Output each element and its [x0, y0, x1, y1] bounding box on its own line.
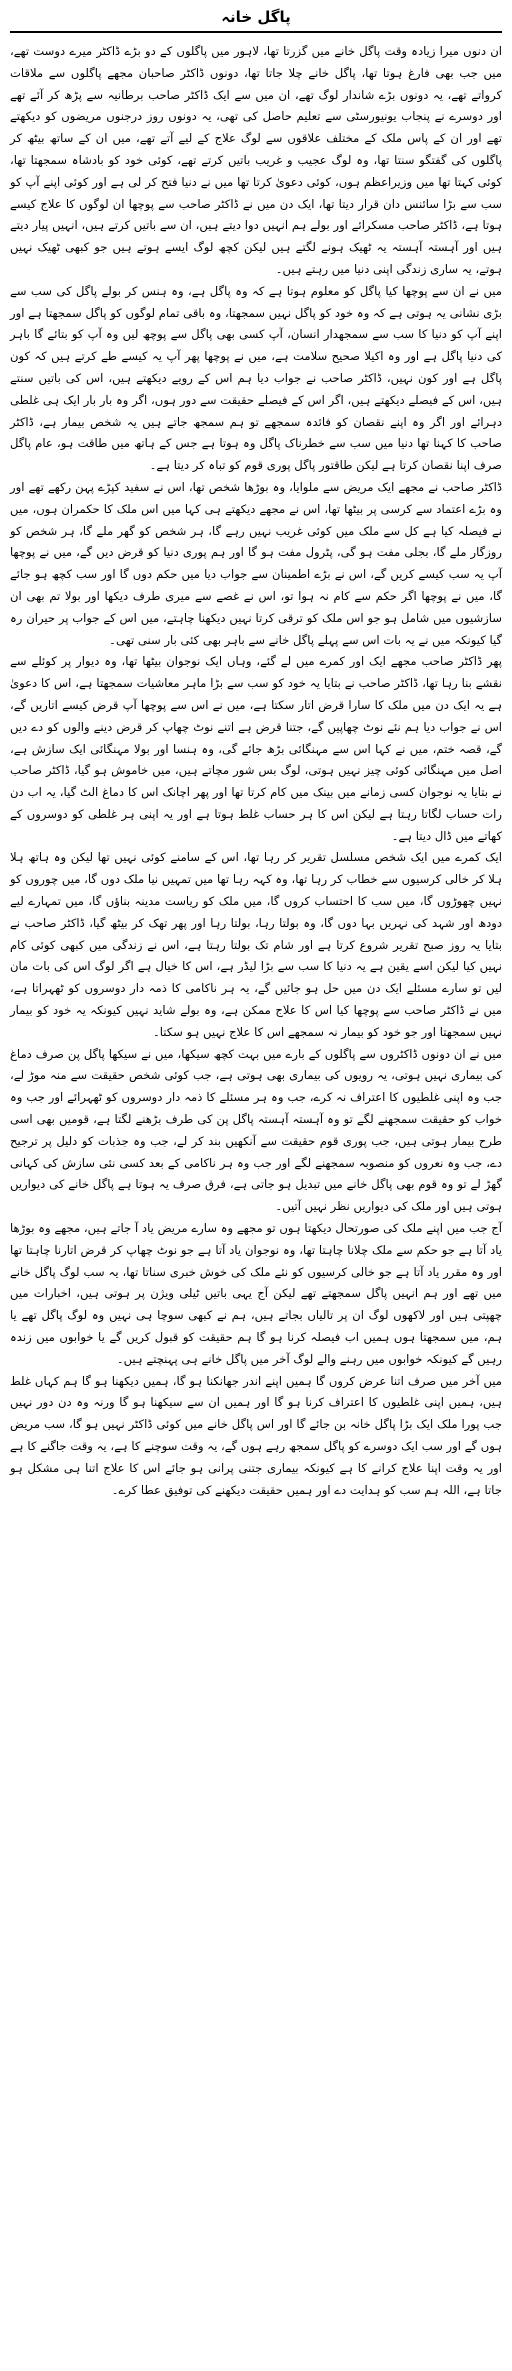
- paragraph-7: آج جب میں اپنے ملک کی صورتحال دیکھتا ہوں تو مجھے وہ سارے مریض یاد آ جاتے ہیں، مجھے وہ بوڑھا یاد آتا ہے جو حکم سے ملک چلانا چاہتا تھا، وہ نوجوان یاد آتا ہے جو نوٹ چھاپ کر قرض اتارنا چاہتا تھا اور وہ مقرر یاد آتا ہے جو خالی کرسیوں کو نئے ملک کی خوش خبری سناتا تھا، یہ سب لوگ پاگل خانے میں تھے اور ہم انہیں پاگل سمجھتے تھے لیکن آج یہی باتیں ٹیلی ویژن پر ہوتی ہیں، اخبارات میں چھپتی ہیں اور لاکھوں لوگ ان پر تالیاں بجاتے ہیں، ہم نے کبھی سوچا ہی نہیں وہ لوگ پاگل تھے یا ہم، میں سمجھتا ہوں ہمیں اب فیصلہ کرنا ہو گا ہم حقیقت کو قبول کریں گے یا خوابوں میں زندہ رہیں گے کیونکہ خوابوں میں رہنے والے لوگ آخر میں پاگل خانے ہی پہنچتے ہیں۔: [10, 1221, 502, 1366]
- paragraph-4: پھر ڈاکٹر صاحب مجھے ایک اور کمرے میں لے گئے، وہاں ایک نوجوان بیٹھا تھا، وہ دیوار پر کوئلے سے نقشے بنا رہا تھا، ڈاکٹر صاحب نے بتایا یہ خود کو سب سے بڑا ماہر معاشیات سمجھتا ہے، اس کا دعویٰ ہے یہ ایک دن میں ملک کا سارا قرض اتار سکتا ہے، میں نے اس سے پوچھا آپ قرض کیسے اتاریں گے، اس نے جواب دیا ہم نئے نوٹ چھاپیں گے، جتنا قرض ہے اتنے نوٹ چھاپ کر قرض دینے والوں کو دے دیں گے، قصہ ختم، میں نے کہا اس سے مہنگائی بڑھ جائے گی، وہ ہنسا اور بولا مہنگائی ایک سازش ہے، اصل میں مہنگائی کوئی چیز نہیں ہوتی، لوگ بس شور مچاتے ہیں، میں خاموش ہو گیا، ڈاکٹر صاحب نے بتایا یہ نوجوان کسی زمانے میں بینک میں کام کرتا تھا اور پھر اچانک اس کا دماغ الٹ گیا، یہ اب دن رات حساب لگاتا رہتا ہے لیکن اس کا ہر حساب غلط ہوتا ہے اور یہ اپنی ہر غلطی کو دوسروں کے کھاتے میں ڈال دیتا ہے۔: [10, 654, 502, 843]
- paragraph-8: میں آخر میں صرف اتنا عرض کروں گا ہمیں اپنے اندر جھانکنا ہو گا، ہمیں دیکھنا ہو گا ہم کہاں غلط ہیں، ہمیں اپنی غلطیوں کا اعتراف کرنا ہو گا اور ہمیں ان سے سیکھنا ہو گا ورنہ وہ دن دور نہیں جب پورا ملک ایک بڑا پاگل خانہ بن جائے گا اور اس پاگل خانے میں کوئی ڈاکٹر نہیں ہو گا، سب مریض ہوں گے اور سب ایک دوسرے کو پاگل سمجھ رہے ہوں گے، یہ وقت سوچنے کا ہے، یہ وقت جاگنے کا ہے اور یہ وقت اپنا علاج کرانے کا ہے کیونکہ بیماری جتنی پرانی ہو جائے اس کا علاج اتنا ہی مشکل ہو جاتا ہے، اللہ ہم سب کو ہدایت دے اور ہمیں حقیقت دیکھنے کی توفیق عطا کرے۔: [10, 1373, 502, 1497]
- paragraph-3: ڈاکٹر صاحب نے مجھے ایک مریض سے ملوایا، وہ بوڑھا شخص تھا، اس نے سفید کپڑے پہن رکھے تھے اور وہ بڑے اعتماد سے کرسی پر بیٹھا تھا، اس نے مجھے دیکھتے ہی کہا میں اس ملک کا حکمران ہوں، میں نے فیصلہ کیا ہے کل سے ملک میں کوئی غریب نہیں رہے گا، ہر شخص کو گھر ملے گا، ہر شخص کو روزگار ملے گا، بجلی مفت ہو گی، پٹرول مفت ہو گا اور ہم پوری دنیا کو قرض دیں گے، میں نے پوچھا آپ یہ سب کیسے کریں گے، اس نے بڑے اطمینان سے جواب دیا میں حکم دوں گا اور سب کچھ ہو جائے گا، میں نے پوچھا اگر حکم سے کام نہ ہوا تو، اس نے غصے سے میری طرف دیکھا اور بولا تم بھی ان سازشیوں میں شامل ہو جو اس ملک کو ترقی کرتا نہیں دیکھنا چاہتے، میں اس کے جواب پر حیران رہ گیا کیونکہ میں نے یہ بات اس سے پہلے پاگل خانے سے باہر بھی کئی بار سنی تھی۔: [10, 479, 502, 647]
- paragraph-1: ان دنوں میرا زیادہ وقت پاگل خانے میں گزرتا تھا، لاہور میں پاگلوں کے دو بڑے ڈاکٹر میرے دوست تھے، میں جب بھی فارغ ہوتا تھا، پاگل خانے چلا جاتا تھا، دونوں ڈاکٹر صاحبان مجھے پاگلوں سے ملاقات کرواتے تھے، یہ دونوں بڑے شاندار لوگ تھے، ان میں سے ایک ڈاکٹر صاحب برطانیہ سے پڑھ کر آئے تھے اور دوسرے نے پنجاب یونیورسٹی سے تعلیم حاصل کی تھی، یہ دونوں روز درجنوں مریضوں کو دیکھتے تھے اور ان کے پاس ملک کے مختلف علاقوں سے لوگ علاج کے لیے آتے تھے، میں ان کے ساتھ بیٹھ کر پاگلوں کی گفتگو سنتا تھا، وہ لوگ عجیب و غریب باتیں کرتے تھے، کوئی خود کو بادشاہ سمجھتا تھا، کوئی کہتا تھا میں وزیراعظم ہوں، کوئی دعویٰ کرتا تھا میں نے دنیا فتح کر لی ہے اور کوئی اپنے آپ کو سب سے بڑا سائنس دان قرار دیتا تھا، ایک دن میں نے ڈاکٹر صاحب سے پوچھا ان لوگوں کا علاج کیسے ہوتا ہے، ڈاکٹر صاحب مسکرائے اور بولے ہم انہیں دوا دیتے ہیں، ان سے باتیں کرتے ہیں، انہیں پیار دیتے ہیں اور آہستہ آہستہ یہ ٹھیک ہونے لگتے ہیں لیکن کچھ لوگ ایسے ہوتے ہیں جو کبھی ٹھیک نہیں ہوتے، یہ ساری زندگی اپنی دنیا میں رہتے ہیں۔: [10, 44, 502, 276]
- paragraph-5: ایک کمرے میں ایک شخص مسلسل تقریر کر رہا تھا، اس کے سامنے کوئی نہیں تھا لیکن وہ ہاتھ ہلا ہلا کر خالی کرسیوں سے خطاب کر رہا تھا، وہ کہہ رہا تھا میں تمہیں نیا ملک دوں گا، میں چوروں کو نہیں چھوڑوں گا، میں سب کا احتساب کروں گا، میں ملک کو ریاست مدینہ بناؤں گا، میں تمہارے لیے دودھ اور شہد کی نہریں بہا دوں گا، وہ بولتا رہا، بولتا رہا اور پھر تھک کر بیٹھ گیا، ڈاکٹر صاحب نے بتایا یہ روز صبح تقریر شروع کرتا ہے اور شام تک بولتا رہتا ہے، اس نے زندگی میں کبھی کوئی کام نہیں کیا لیکن اسے یقین ہے یہ دنیا کا سب سے بڑا لیڈر ہے، اس کا خیال ہے اگر لوگ اس کی بات مان لیں تو سارے مسئلے ایک دن میں حل ہو جائیں گے، یہ ہر ناکامی کا ذمہ دار دوسروں کو ٹھہراتا ہے، میں نے ڈاکٹر صاحب سے پوچھا کیا اس کا علاج ممکن ہے، وہ بولے شاید نہیں کیونکہ یہ خود کو بیمار نہیں سمجھتا اور جو خود کو بیمار نہ سمجھے اس کا علاج نہیں ہو سکتا۔: [10, 850, 502, 1039]
- column-title: پاگل خانہ: [221, 8, 291, 26]
- paragraph-6: میں نے ان دونوں ڈاکٹروں سے پاگلوں کے بارے میں بہت کچھ سیکھا، میں نے سیکھا پاگل پن صرف دماغ کی بیماری نہیں ہوتی، یہ رویوں کی بیماری بھی ہوتی ہے، جب کوئی شخص حقیقت سے منہ موڑ لے، جب وہ اپنی غلطیوں کا اعتراف نہ کرے، جب وہ ہر مسئلے کا ذمہ دار دوسروں کو ٹھہرائے اور جب وہ خواب کو حقیقت سمجھنے لگے تو وہ آہستہ آہستہ پاگل پن کی طرف بڑھنے لگتا ہے، قومیں بھی اسی طرح بیمار ہوتی ہیں، جب پوری قوم حقیقت سے آنکھیں بند کر لے، جب وہ جذبات کو دلیل پر ترجیح دے، جب وہ نعروں کو منصوبہ سمجھنے لگے اور جب وہ ہر ناکامی کے بعد کسی نئی سازش کی کہانی گھڑ لے تو وہ قوم بھی پاگل خانے میں تبدیل ہو جاتی ہے، فرق صرف یہ ہوتا ہے پاگل خانے کی دیواریں ہوتی ہیں اور ملک کی دیواریں نظر نہیں آتیں۔: [10, 1046, 502, 1214]
- title-underline: [10, 31, 502, 33]
- column-body: [10, 41, 502, 1501]
- paragraph-2: میں نے ان سے پوچھا کیا پاگل کو معلوم ہوتا ہے کہ وہ پاگل ہے، وہ ہنس کر بولے پاگل کی سب سے بڑی نشانی یہ ہوتی ہے کہ وہ خود کو پاگل نہیں سمجھتا، وہ باقی تمام لوگوں کو پاگل سمجھتا ہے اور اپنے آپ کو دنیا کا سب سے سمجھدار انسان، آپ کسی بھی پاگل سے پوچھ لیں وہ آپ کو بتائے گا باہر کی دنیا پاگل ہے اور وہ اکیلا صحیح سلامت ہے، میں نے پوچھا پھر آپ یہ کیسے طے کرتے ہیں کہ کون پاگل ہے اور کون نہیں، ڈاکٹر صاحب نے جواب دیا ہم اس کے رویے دیکھتے ہیں، اس کی باتیں سنتے ہیں، اس کے فیصلے دیکھتے ہیں، اگر اس کے فیصلے حقیقت سے دور ہوں، اگر وہ بار بار ایک ہی غلطی دہرائے اور اگر وہ اپنے نقصان کو فائدہ سمجھے تو ہم سمجھ جاتے ہیں یہ شخص بیمار ہے، ڈاکٹر صاحب کا کہنا تھا دنیا میں سب سے خطرناک پاگل وہ ہوتا ہے جس کے ہاتھ میں طاقت ہو، عام پاگل صرف اپنا نقصان کرتا ہے لیکن طاقتور پاگل پوری قوم کو تباہ کر دیتا ہے۔: [10, 283, 502, 473]
